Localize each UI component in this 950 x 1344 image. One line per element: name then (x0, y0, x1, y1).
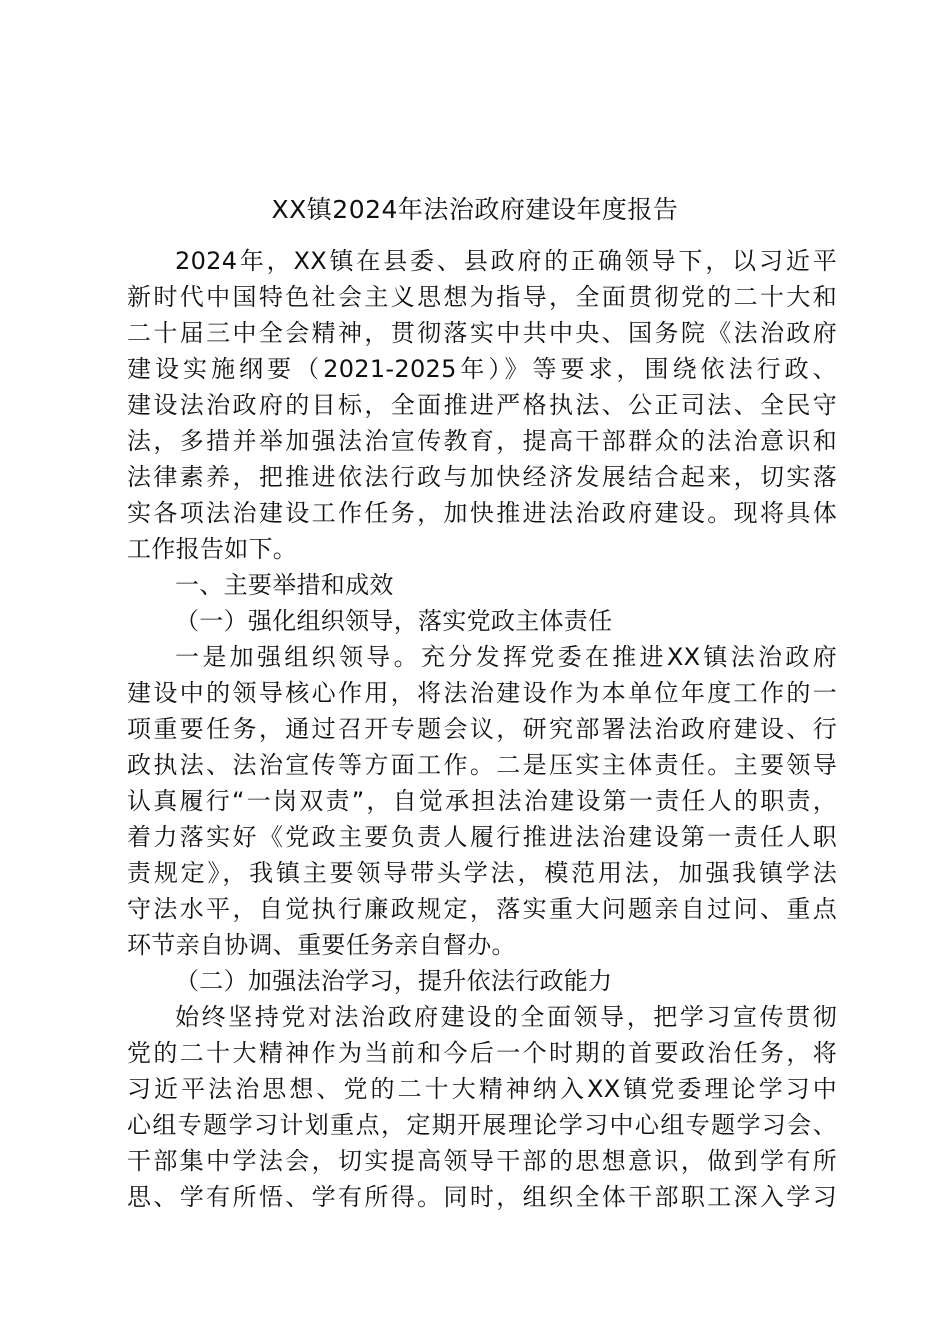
paragraph-line: 环节亲自协调、重要任务亲自督办。 (127, 931, 516, 959)
section-heading: 一、主要举措和成效 (175, 571, 394, 599)
paragraph-line: 政执法、法治宣传等方面工作。二是压实主体责任。主要领导 (127, 751, 837, 779)
paragraph-line: 一是加强组织领导。充分发挥党委在推进XX镇法治政府 (175, 643, 837, 671)
paragraph-line: 认真履行“一岗双责”，自觉承担法治建设第一责任人的职责， (127, 787, 837, 815)
paragraph-line: 党的二十大精神作为当前和今后一个时期的首要政治任务，将 (127, 1039, 837, 1067)
paragraph-line: 责规定》，我镇主要领导带头学法，模范用法，加强我镇学法 (127, 859, 837, 887)
paragraph-line: 守法水平，自觉执行廉政规定，落实重大问题亲自过问、重点 (127, 895, 837, 923)
paragraph-line: 建设中的领导核心作用，将法治建设作为本单位年度工作的一 (127, 679, 837, 707)
paragraph-line: 始终坚持党对法治政府建设的全面领导，把学习宣传贯彻 (175, 1003, 837, 1031)
paragraph-line: 项重要任务，通过召开专题会议，研究部署法治政府建设、行 (127, 715, 837, 743)
paragraph-line: 着力落实好《党政主要负责人履行推进法治建设第一责任人职 (127, 823, 837, 851)
paragraph-line: 工作报告如下。 (127, 535, 298, 563)
paragraph-line: 实各项法治建设工作任务，加快推进法治政府建设。现将具体 (127, 499, 837, 527)
paragraph-line: 法，多措并举加强法治宣传教育，提高干部群众的法治意识和 (127, 427, 837, 455)
paragraph-line: 思、学有所悟、学有所得。同时，组织全体干部职工深入学习 (127, 1183, 837, 1211)
paragraph-line: 干部集中学法会，切实提高领导干部的思想意识，做到学有所 (127, 1147, 837, 1175)
paragraph-line: 建设法治政府的目标，全面推进严格执法、公正司法、全民守 (127, 391, 837, 419)
paragraph-line: 新时代中国特色社会主义思想为指导，全面贯彻党的二十大和 (127, 283, 837, 311)
paragraph-line: 法律素养，把推进依法行政与加快经济发展结合起来，切实落 (127, 463, 837, 491)
paragraph-line: 心组专题学习计划重点，定期开展理论学习中心组专题学习会、 (127, 1111, 837, 1139)
paragraph-line: 习近平法治思想、党的二十大精神纳入XX镇党委理论学习中 (127, 1075, 837, 1103)
paragraph-line: 2024年，XX镇在县委、县政府的正确领导下，以习近平 (175, 247, 837, 275)
subsection-heading: （二）加强法治学习，提升依法行政能力 (175, 967, 613, 995)
subsection-heading: （一）强化组织领导，落实党政主体责任 (175, 607, 613, 635)
paragraph-line: 建设实施纲要（2021-2025年）》等要求，围绕依法行政、 (127, 355, 837, 383)
paragraph-line: 二十届三中全会精神，贯彻落实中共中央、国务院《法治政府 (127, 319, 837, 347)
document-title: XX镇2024年法治政府建设年度报告 (271, 195, 679, 224)
